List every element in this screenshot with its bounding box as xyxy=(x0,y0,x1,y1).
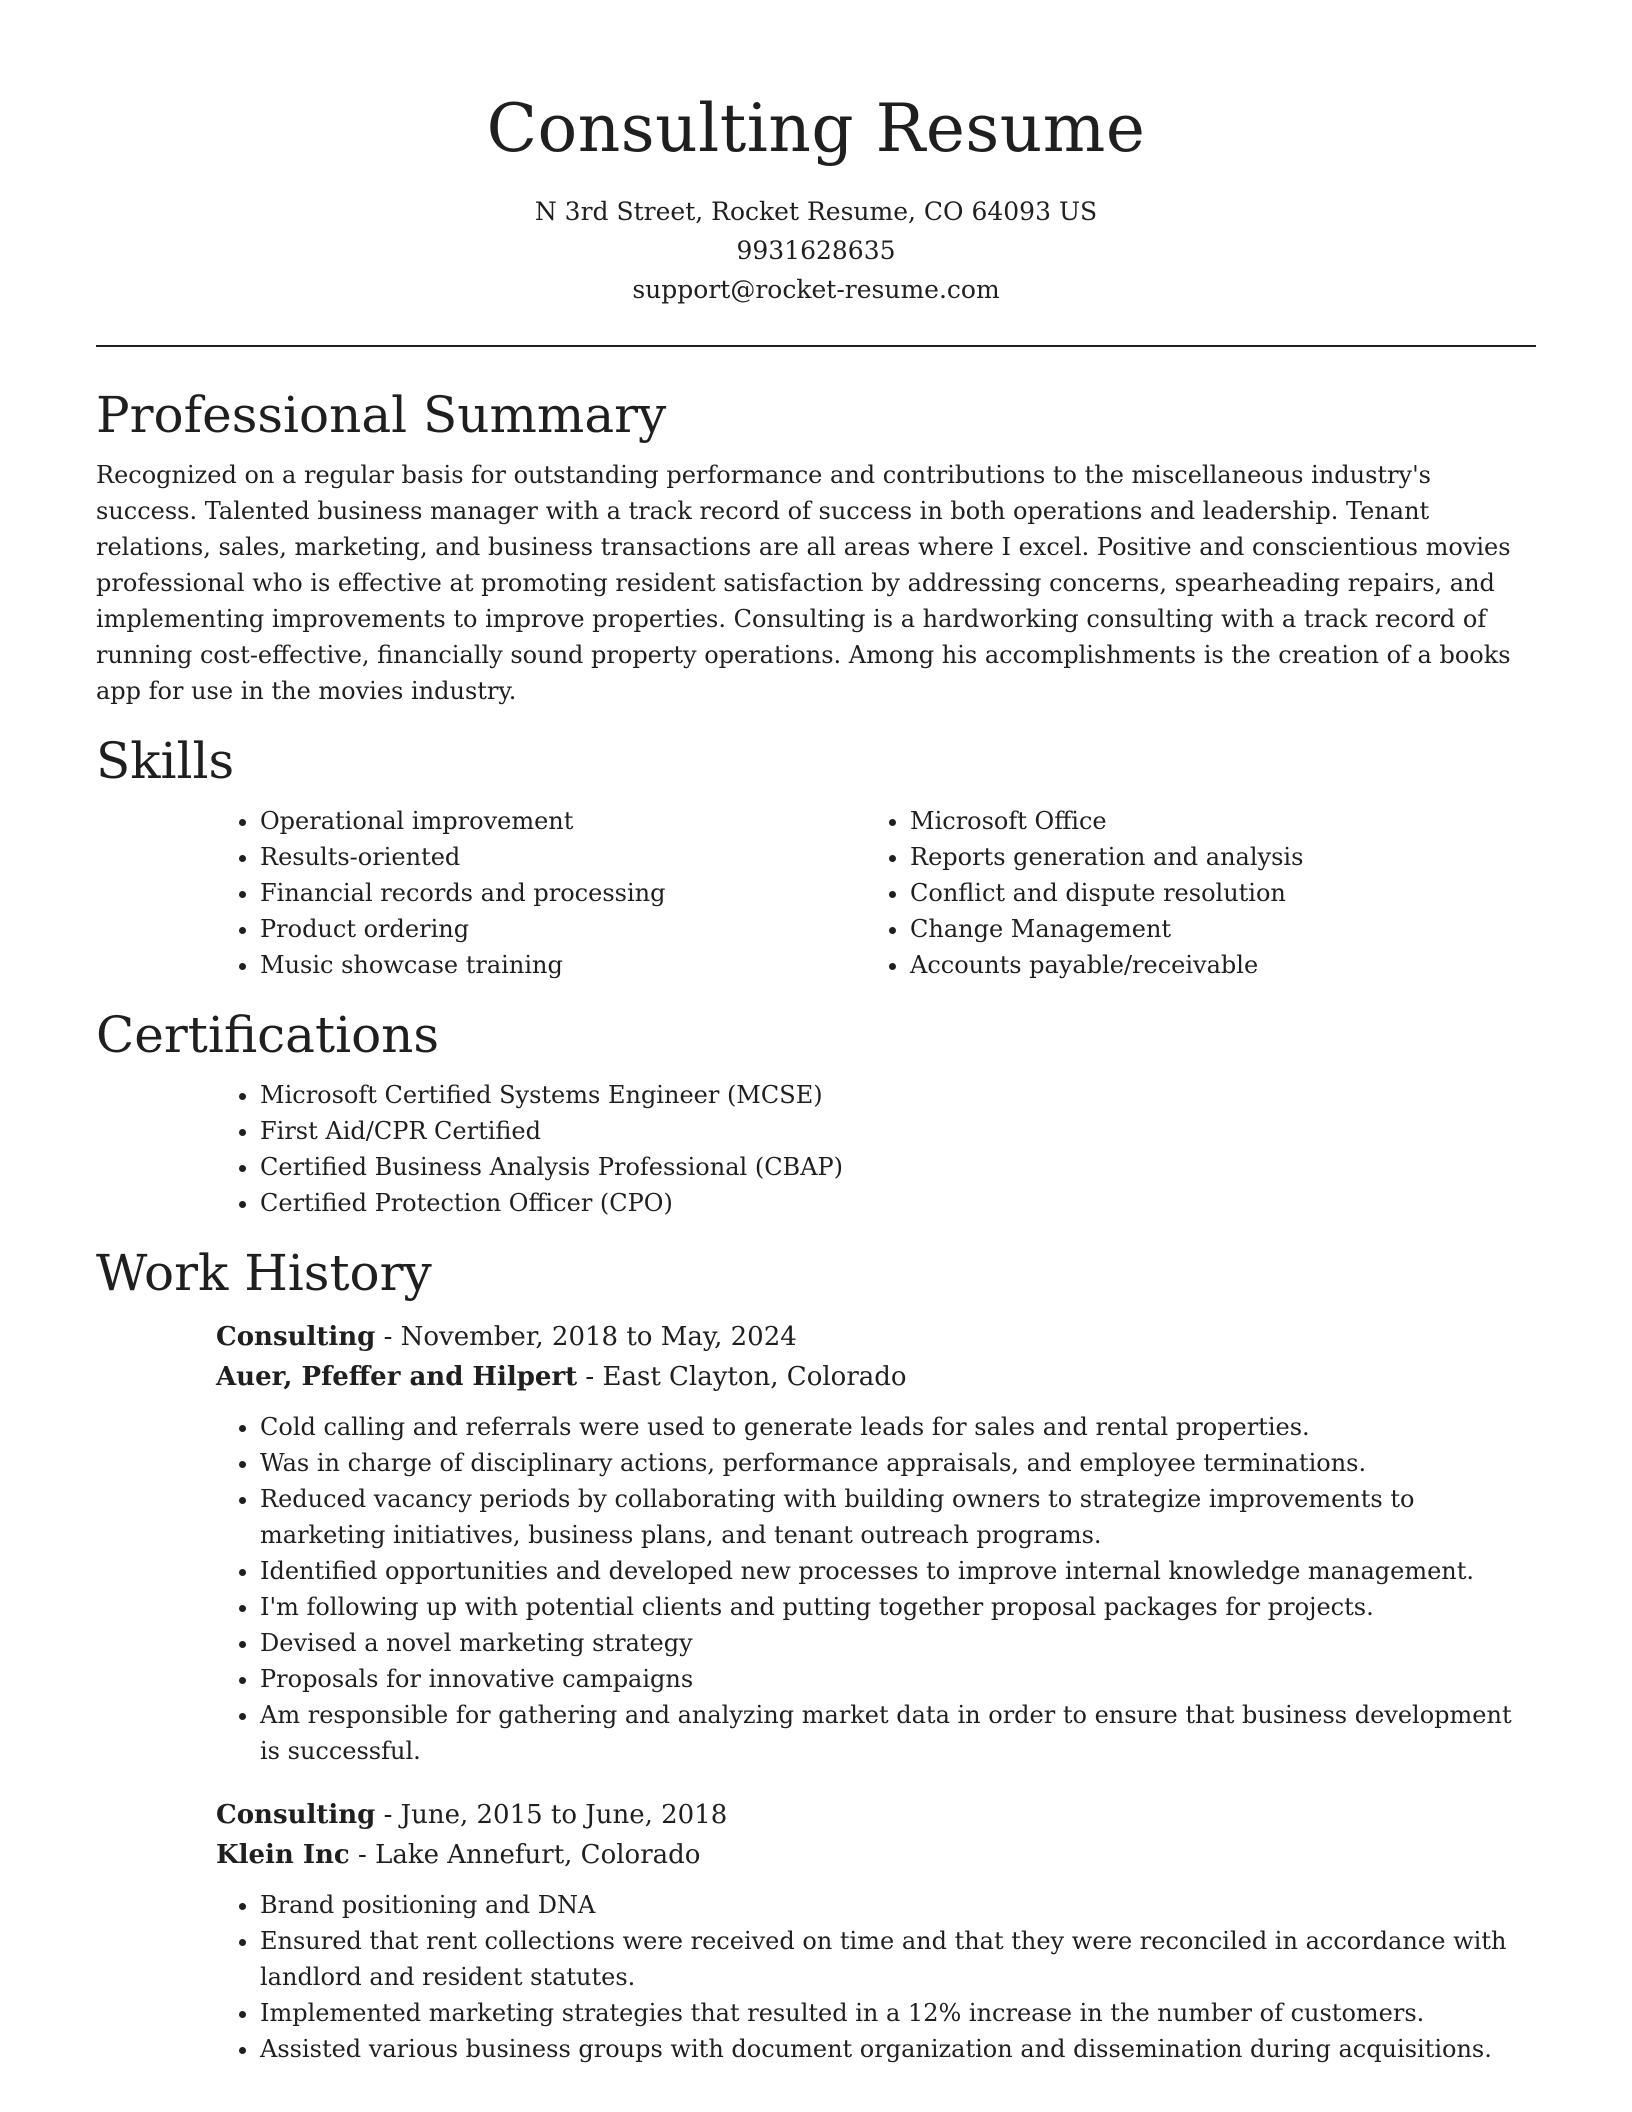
skills-heading: Skills xyxy=(96,732,235,790)
skills-column-right xyxy=(866,803,1516,983)
skill-item: • Results-oriented xyxy=(260,839,866,875)
work-history-heading: Work History xyxy=(96,1244,432,1302)
summary-heading: Professional Summary xyxy=(96,386,667,444)
job-bullet: • Devised a novel marketing strategy xyxy=(260,1625,1536,1661)
skills-section xyxy=(96,731,1536,983)
job-dates: June, 2015 to June, 2018 xyxy=(400,1800,728,1830)
job-bullet: • Was in charge of disciplinary actions, performance appraisals, and employee terminations. xyxy=(260,1445,1536,1481)
certifications-heading: Certifications xyxy=(96,1006,440,1064)
address: N 3rd Street, Rocket Resume, CO 64093 US xyxy=(534,197,1098,226)
summary-section xyxy=(96,385,1536,709)
job-company-line xyxy=(216,1357,1536,1397)
work-history-section xyxy=(96,1243,1536,2067)
job-bullet: • Implemented marketing strategies that resulted in a 12% increase in the number of customers. xyxy=(260,1995,1536,2031)
job-bullets xyxy=(216,1409,1536,1769)
phone-number: 9931628635 xyxy=(736,236,896,265)
job-bullets xyxy=(216,1887,1536,2067)
job-role: Consulting xyxy=(216,1322,376,1352)
summary-text: Recognized on a regular basis for outstanding performance and contributions to the miscellaneous industry's success. Talented business manager with a track record of success in both operations and leadership. Tenant relations, sales, marketing, and business transactions are all areas where I excel. Positive and conscientious movies professional who is effective at promoting resident satisfaction by addressing concerns, spearheading repairs, and implementing improvements to improve properties. Consulting is a hardworking consulting with a track record of running cost-effective, financially sound property operations. Among his accomplishments is the creation of a books app for use in the movies industry. xyxy=(96,461,1511,705)
job-bullet: • Proposals for innovative campaigns xyxy=(260,1661,1536,1697)
job-bullet: • Cold calling and referrals were used to generate leads for sales and rental properties. xyxy=(260,1409,1536,1445)
job-bullet: • Reduced vacancy periods by collaborating with building owners to strategize improvements to marketing initiatives, business plans, and tenant outreach programs. xyxy=(260,1481,1536,1553)
job-company: Auer, Pfeffer and Hilpert xyxy=(216,1362,578,1392)
skills-list xyxy=(216,803,1536,983)
job-company-line xyxy=(216,1835,1536,1875)
job-title-line xyxy=(216,1795,1536,1835)
job-bullet: • Am responsible for gathering and analyzing market data in order to ensure that business development is successful. xyxy=(260,1697,1536,1769)
job-bullet: • Ensured that rent collections were received on time and that they were reconciled in accordance with landlord and resident statutes. xyxy=(260,1923,1536,1995)
skill-item: • Microsoft Office xyxy=(910,803,1516,839)
job-location: Lake Annefurt, Colorado xyxy=(375,1840,701,1870)
resume-page xyxy=(96,0,1536,2067)
certification-item: • Certified Business Analysis Professional (CBAP) xyxy=(260,1149,1536,1185)
job-bullet: • I'm following up with potential clients and putting together proposal packages for projects. xyxy=(260,1589,1536,1625)
skill-item: • Product ordering xyxy=(260,911,866,947)
job-entry xyxy=(216,1317,1536,1769)
email-address: support@rocket-resume.com xyxy=(632,275,1000,304)
certification-item: • First Aid/CPR Certified xyxy=(260,1113,1536,1149)
separator: - xyxy=(375,1800,401,1830)
job-company: Klein Inc xyxy=(216,1840,350,1870)
skill-item: • Accounts payable/receivable xyxy=(910,947,1516,983)
skill-item: • Conflict and dispute resolution xyxy=(910,875,1516,911)
skill-item: • Financial records and processing xyxy=(260,875,866,911)
skill-item: • Change Management xyxy=(910,911,1516,947)
resume-header xyxy=(96,0,1536,309)
certifications-section xyxy=(96,1005,1536,1221)
job-location: East Clayton, Colorado xyxy=(602,1362,907,1392)
skill-item: • Reports generation and analysis xyxy=(910,839,1516,875)
job-bullet: • Assisted various business groups with document organization and dissemination during acquisitions. xyxy=(260,2031,1536,2067)
job-bullet: • Brand positioning and DNA xyxy=(260,1887,1536,1923)
certifications-list xyxy=(216,1077,1536,1221)
job-dates: November, 2018 to May, 2024 xyxy=(400,1322,797,1352)
separator: - xyxy=(375,1322,401,1352)
job-role: Consulting xyxy=(216,1800,376,1830)
certification-item: • Microsoft Certified Systems Engineer (MCSE) xyxy=(260,1077,1536,1113)
skills-column-left xyxy=(216,803,866,983)
header-divider xyxy=(96,345,1536,347)
separator: - xyxy=(349,1840,376,1870)
skill-item: • Operational improvement xyxy=(260,803,866,839)
job-title-line xyxy=(216,1317,1536,1357)
skill-item: • Music showcase training xyxy=(260,947,866,983)
job-entry xyxy=(216,1795,1536,2067)
resume-title: Consulting Resume xyxy=(486,90,1146,167)
separator: - xyxy=(577,1362,603,1392)
job-bullet: • Identified opportunities and developed new processes to improve internal knowledge management. xyxy=(260,1553,1536,1589)
certification-item: • Certified Protection Officer (CPO) xyxy=(260,1185,1536,1221)
